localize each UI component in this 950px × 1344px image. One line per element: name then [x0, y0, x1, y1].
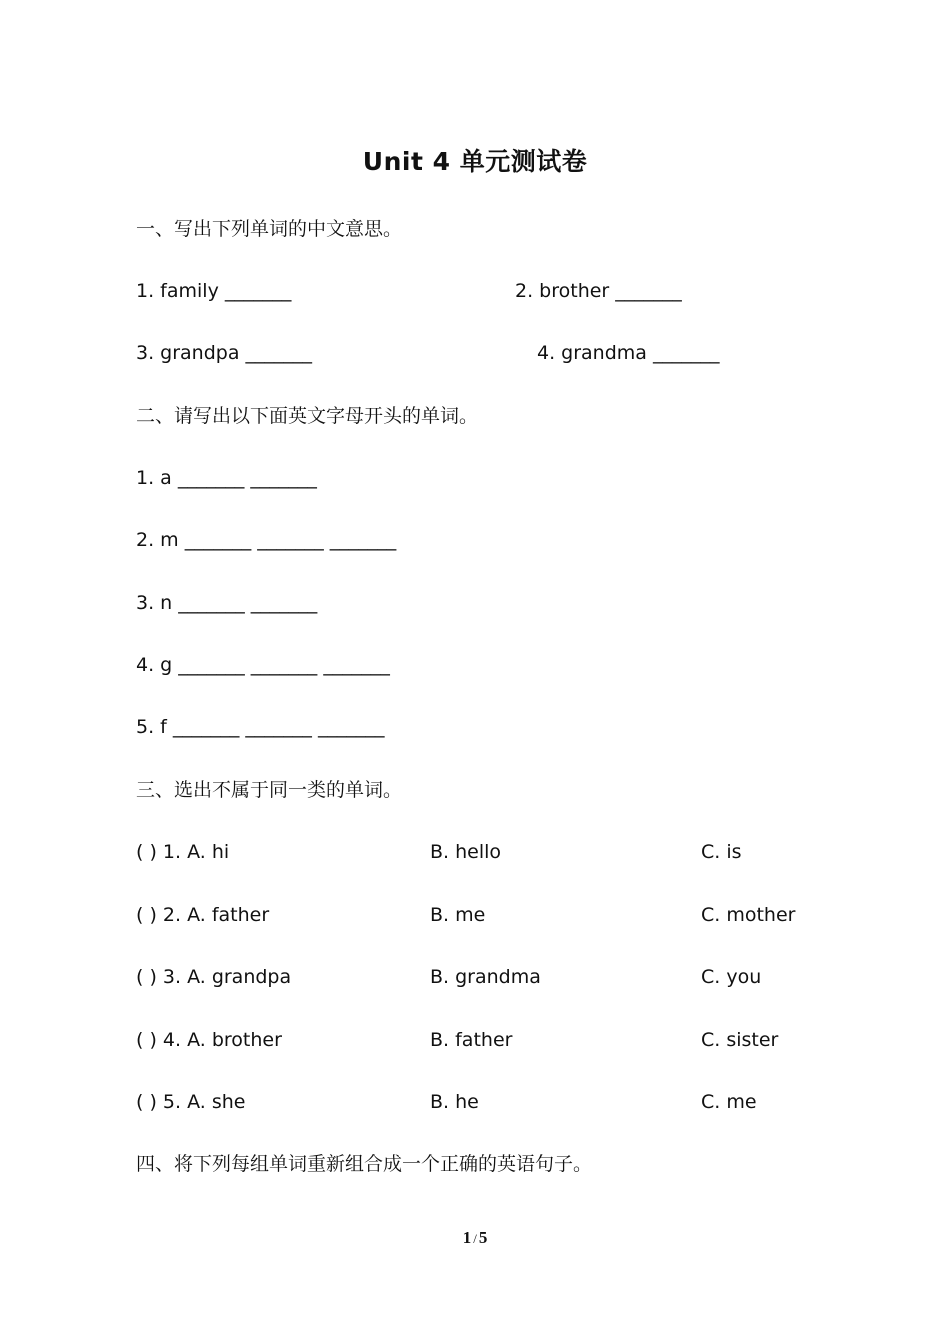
- section2-heading: 二、请写出以下面英文字母开头的单词。: [136, 405, 479, 427]
- section2-item-2: 2. m _______ _______ _______: [136, 529, 397, 551]
- section3-q2-stem: ( ) 2. A. father: [136, 904, 270, 926]
- section1-item-2: 2. brother _______: [515, 280, 682, 302]
- section3-q1-option-b: B. hello: [430, 841, 502, 863]
- section3-q4-option-b: B. father: [430, 1029, 513, 1051]
- section1-item-4: 4. grandma _______: [537, 342, 720, 364]
- section1-heading: 一、写出下列单词的中文意思。: [136, 218, 403, 240]
- page-number-current: 1: [462, 1228, 472, 1247]
- page-title: Unit 4 单元测试卷: [362, 147, 588, 176]
- section3-q5-stem: ( ) 5. A. she: [136, 1091, 246, 1113]
- section3-q3-stem: ( ) 3. A. grandpa: [136, 966, 292, 988]
- section1-item-3: 3. grandpa _______: [136, 342, 313, 364]
- page-number-separator: /: [473, 1231, 477, 1246]
- section2-item-4: 4. g _______ _______ _______: [136, 654, 390, 676]
- section3-q1-stem: ( ) 1. A. hi: [136, 841, 230, 863]
- section3-q4-option-c: C. sister: [701, 1029, 779, 1051]
- section1-item-1: 1. family _______: [136, 280, 292, 302]
- section2-item-3: 3. n _______ _______: [136, 592, 318, 614]
- section4-heading: 四、将下列每组单词重新组合成一个正确的英语句子。: [136, 1153, 593, 1175]
- section3-q2-option-c: C. mother: [701, 904, 796, 926]
- section3-q5-option-c: C. me: [701, 1091, 757, 1113]
- page-number: [0, 1227, 950, 1250]
- section3-q4-stem: ( ) 4. A. brother: [136, 1029, 282, 1051]
- section3-q5-option-b: B. he: [430, 1091, 479, 1113]
- section3-q3-option-c: C. you: [701, 966, 762, 988]
- section3-heading: 三、选出不属于同一类的单词。: [136, 779, 403, 801]
- section2-item-1: 1. a _______ _______: [136, 467, 317, 489]
- page-number-total: 5: [478, 1228, 488, 1247]
- section3-q3-option-b: B. grandma: [430, 966, 541, 988]
- section3-q2-option-b: B. me: [430, 904, 486, 926]
- section3-q1-option-c: C. is: [701, 841, 742, 863]
- section2-item-5: 5. f _______ _______ _______: [136, 716, 385, 738]
